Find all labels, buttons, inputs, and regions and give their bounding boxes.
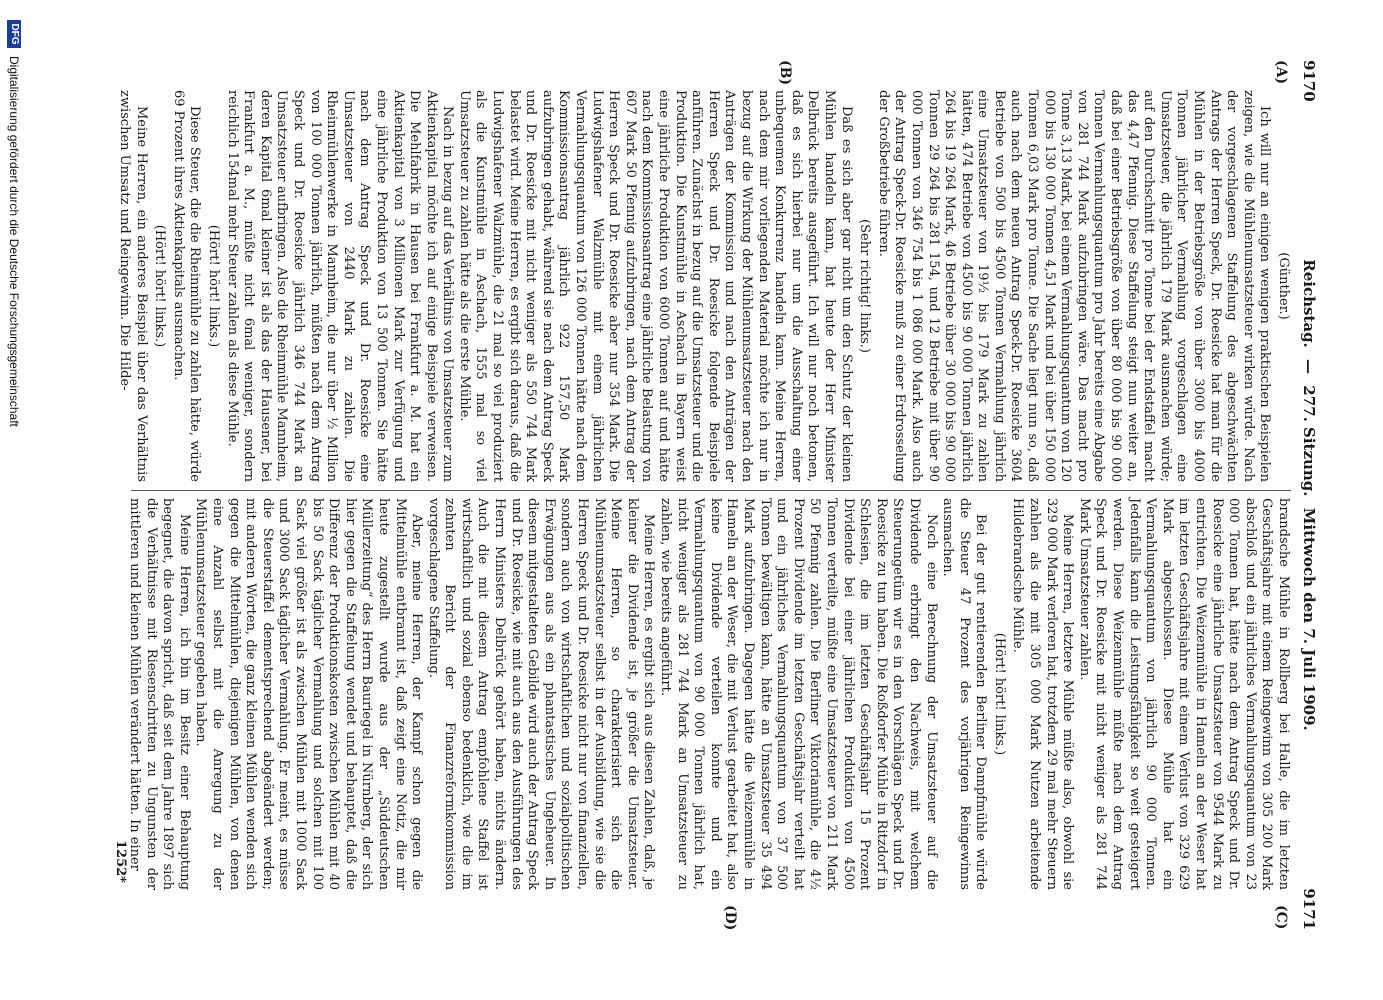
paragraph: Diese Steuer, die die Rheinmühle zu zahlen hätte, würde 69 Prozent ihres Aktienkapitals ausmachen. <box>170 90 203 482</box>
running-title-date: Mittwoch den 7. Juli 1909. <box>1300 507 1318 731</box>
right-column <box>121 498 1291 890</box>
paragraph: Daß es sich aber gar nicht um den Schutz der kleinen Mühlen handeln kann, hat heute der Herr Minister Delbrück bereits ausgeführt. Ich will nur noch betonen, daß es sich hierbei nur um die Ausschaltung einer unbequemen Konkurrenz handeln kann. Meine Herren, nach dem mir vorliegenden Material möchte ich nur in bezug auf die Wirkung der Mühlenumsatzsteuer nach den Anträgen der Kommission und nach den Anträgen der Herren Speck und Dr. Roesicke folgende Beispiele anführen. Zunächst in bezug auf die Umsatzsteuer und die Produktion. Die Kunstmühle in Aschach in Bayern weist eine jährliche Produktion von 6000 Tonnen auf und hätte nach dem Kommissionsantrag eine jährliche Belastung von 607 Mark 50 Pfennig aufzubringen, nach dem Antrag der Herren Speck und Dr. Roesicke aber nur 354 Mark. Die Ludwigshafener Walzmühle mit einem jährlichen Vermahlungsquantum von 126 000 Tonnen hätte nach dem Kommissionsantrag jährlich 922 157,50 Mark aufzubringen gehabt, während sie nach dem Antrag Speck und Dr. Roesicke mit nicht weniger als 550 744 Mark belastet wird. Meine Herren, es ergibt sich daraus, daß die Ludwigshafener Walzmühle, die 21 mal so viel produziert als die Kunstmühle in Aschach, 1555 mal so viel Umsatzsteuer zu zahlen hätte als die erste Mühle. <box>456 90 854 482</box>
page-header <box>1295 60 1323 930</box>
left-column <box>117 90 1291 482</box>
margin-marker-d: (D) <box>722 905 738 931</box>
paragraph: Meine Herren, ein anderes Beispiel über das Verhältnis zwischen Umsatz und Reingewinn. Die Hilde- <box>117 90 149 482</box>
margin-marker-c: (C) <box>1273 905 1289 930</box>
digitization-credit-text: Digitalisierung gefördert durch die Deutsche Forschungsgemeinschaft <box>7 56 21 427</box>
paragraph: Aber, meine Herren, der Kampf schon gegen die Mittelmühle entbrannt ist, daß zeigt eine Notiz, die mir heute zugestellt wurde aus der „Süddeutschen Müllerzeitung“ des Herrn Bauriegel in Nürnberg, der sich hier gegen die Staffelung wendet und behauptet, daß die Differenz der Produktionskosten zwischen Mühlen mit 40 bis 50 Sack täglicher Vermahlung und solchen mit 100 Sack viel größer ist als zwischen Mühlen mit 1000 Sack und 3000 Sack täglicher Vermahlung. Er meint, es müsse die Steuerstaffel dementsprechend abgeändert werden; mit anderen Worten, die ganz kleinen Mühlen wenden sich gegen die Mittelmühlen, diejenigen Mühlen, von denen eine Anzahl selbst mit die Anregung zu der Mühlenumsatzsteuer gegeben haben. <box>193 498 425 890</box>
running-title <box>1300 60 1318 930</box>
running-title-dash: — <box>1300 359 1318 375</box>
interjection: (Hört! hört! links.) <box>991 632 1007 756</box>
paragraph: Ich will nur an einigen wenigen praktischen Beispielen zeigen, wie die Mühlenumsatzsteuer wirken würde. Nach der vorgeschlagenen Staffelung des abgeschwächten Antrags der Herren Speck, Dr. Roesicke hat man für die Mühlen in der Betriebsgröße von über 3000 bis 4000 Tonnen jährlicher Vermahlung vorgeschlagen eine Umsatzsteuer, die jährlich 179 Mark ausmachen würde; auf den Durchschnitt pro Tonne bei der Endstaffel macht das 4,47 Pfennig. Diese Staffelung steigt nun weiter an, daß bei einer Betriebsgröße von über 80 000 bis 90 000 Tonnen Vermahlungsquantum pro Jahr bereits eine Abgabe von 281 744 Mark aufzubringen wäre. Das macht pro Tonne 3,13 Mark, bei einem Vermahlungsquantum von 120 000 bis 130 000 Tonnen 4,51 Mark und bei über 150 000 Tonnen 6,03 Mark pro Tonne. Die Sache liegt nun so, daß auch nach dem neuen Antrag Speck-Dr. Roesicke 3604 Betriebe von 500 bis 4500 Tonnen Vermahlung jährlich eine Umsatzsteuer von 19½ bis 179 Mark zu zahlen hätten, 474 Betriebe von 4500 bis 90 000 Tonnen jährlich 264 bis 19 264 Mark, 46 Betriebe über 30 000 bis 90 000 Tonnen 29 264 bis 281 154, und 12 Betriebe mit über 90 000 Tonnen von 346 754 bis 1 086 000 Mark. Also auch der Antrag Speck-Dr. Roesicke muß zu einer Erdrosselung der Großbetriebe führen. <box>875 90 1273 482</box>
speaker-name: (Günther.) <box>1276 252 1291 320</box>
margin-marker-a: (A) <box>1273 60 1289 85</box>
paragraph: Meine Herren, letztere Mühle müßte also, obwohl sie 329 000 Mark verloren hat, trotzdem 29 mal mehr Steuern zahlen als die mit 305 000 Mark Nutzen arbeitende Hildebrandsche Mühle. <box>1010 498 1076 890</box>
interjection: (Hört! hört! links.) <box>206 224 221 348</box>
digitization-credit <box>0 20 28 980</box>
paragraph: Meine Herren, ich bin im Besitz einer Behauptung begegnet, die davon spricht, daß seit dem Jahre 1897 sich die Verhältnisse mit Riesenschritten zu Ungunsten der mittleren und kleinen Mühlen verändert hätten. In einer <box>127 498 192 890</box>
page-number-right: 9171 <box>1300 888 1318 930</box>
page-number-left: 9170 <box>1300 60 1318 102</box>
margin-marker-b: (B) <box>777 60 793 86</box>
interjection: (Sehr richtig! links.) <box>857 219 873 353</box>
paragraph: Meine Herren, es ergibt sich aus diesen Zahlen, daß, je kleiner die Dividende ist, je größer die Umsatzsteuer. Meine Herren, so charakterisiert sich die Mühlenumsatzsteuer selbst in der Ausbildung, wie sie die Herren Speck und Dr. Roesicke nicht nur von finanziellen, sondern auch von wirtschaftlichen und sozialpolitischen Erwägungen aus als ein phantastisches Ungeheuer. In diesem mitgestalteten Gebilde wird auch der Antrag Speck und Dr. Roesicke, wie mit auch aus den Ausführungen des Herrn Ministers Delbrück gehört haben, nichts ändern. Auch die mit diesem Antrag empfohlene Staffel ist wirtschaftlich und sozial ebenso bedenklich, wie die im zehnten Bericht der Finanzreformkommission vorgeschlagene Staffelung. <box>425 498 657 890</box>
interjection: (Hört! hört! links.) <box>152 224 168 348</box>
paragraph: Nach in bezug auf das Verhältnis von Umsatzsteuer zum Aktienkapital möchte ich auf einige Beispiele verweisen. Die Mehlfabrik in Hausen bei Frankfurt a. M. hat ein Aktienkapital von 3 Millionen Mark zur Verfügung und eine jährliche Produktion von 13 500 Tonnen. Sie hätte nach dem Antrag Speck und Dr. Roesicke eine Umsatzsteuer von 2440 Mark zu zahlen. Die Rheinmühlenwerke in Mannheim, die nur über ½ Million von 100 000 Tonnen jährlich, müßten nach dem Antrag Speck und Dr. Roesicke jährlich 346 744 Mark an Umsatzsteuer aufbringen. Also die Rheinmühle Mannheim, deren Kapital 6mal kleiner ist als das der Hausener, bei Frankfurt a. M., müßte nicht 6mal weniger, sondern reichlich 154mal mehr Steuer zahlen als diese Mühle. <box>224 90 456 482</box>
running-title-session: 277. Sitzung. <box>1300 385 1318 497</box>
dfg-logo: DFG <box>7 20 21 48</box>
paragraph: Noch eine Berechnung der Umsatzsteuer auf die Dividende erbringt den Nachweis, mit welchem Steuerungetüm wir es in den Vorschlägen Speck und Dr. Roesicke zu tun haben. Die Roßdorfer Mühle in Ritzdorf in Schlesien, die im letzten Geschäftsjahr 15 Prozent Dividende bei einer jährlichen Produktion von 4500 Tonnen verteilte, müßte eine Umsatzsteuer von 211 Mark 50 Pfennig zahlen. Die Berliner Viktoriamühle, die 4½ Prozent Dividende im letzten Geschäftsjahr verteilt hat und ein jährliches Vermahlungsquantum von 37 500 Tonnen bewältigen kann, hätte an Umsatzsteuer 35 494 Mark aufzubringen. Dagegen hätte die Weizenmühle in Hameln an der Weser, die mit Verlust gearbeitet hat, also keine Dividende verteilen konnte und ein Vermahlungsquantum von 90 000 Tonnen jährlich hat, nicht weniger als 281 744 Mark an Umsatzsteuer zu zahlen, wie bereits angeführt. <box>658 498 939 890</box>
running-title-body: Reichstag. <box>1300 259 1318 348</box>
paragraph: brandsche Mühle in Rollberg bei Halle, die im letzten Geschäftsjahre mit einem Reingewinn von 305 200 Mark abschloß und ein jährliches Vermahlungsquantum von 23 000 Tonnen hat, hätte nach dem Antrag Speck und Dr. Roesicke eine jährliche Umsatzsteuer von 9544 Mark zu entrichten. Die Weizenmühle in Hameln an der Weser hat im letzten Geschäftsjahre mit einem Verlust von 329 629 Mark abgeschlossen. Diese Mühle hat ein Vermahlungsquantum von jährlich 90 000 Tonnen. Jedenfalls kann die Leistungsfähigkeit so weit gesteigert werden. Diese Weizenmühle müßte nach dem Antrag Speck und Dr. Roesicke mit nicht weniger als 281 744 Mark Umsatzsteuer zahlen. <box>1076 498 1291 890</box>
column-divider <box>131 490 1291 491</box>
paragraph: Bei der gut rentierenden Berliner Dampfmühle würde die Steuer 47 Prozent des vorjährigen Reingewinns ausmachen. <box>940 498 989 890</box>
signature-mark: 1252* <box>113 840 128 883</box>
